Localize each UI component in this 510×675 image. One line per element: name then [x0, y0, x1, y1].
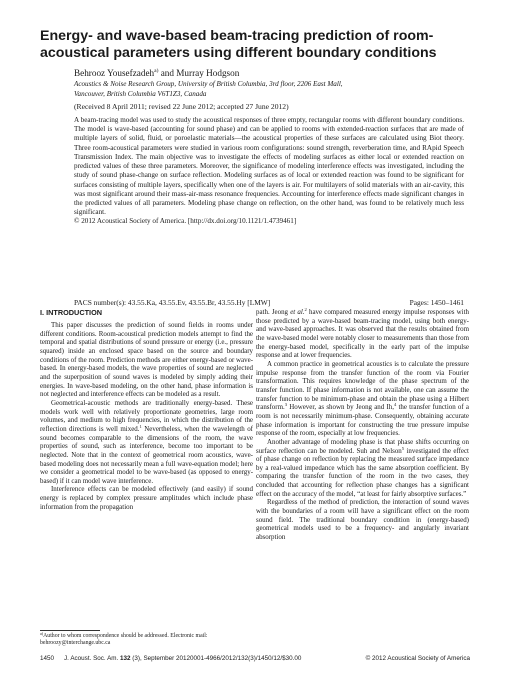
abstract: [74, 116, 464, 227]
paper-title: Energy- and wave-based beam-tracing prediction of room-acoustical parameters using different boundary conditions: [40, 28, 437, 61]
section-heading-introduction: I. INTRODUCTION: [40, 308, 103, 317]
author-footnote-marker[interactable]: a): [154, 68, 159, 74]
citation-marker-5[interactable]: 5: [401, 445, 405, 451]
affiliation-line-2: Vancouver, British Columbia V6T1Z3, Canada: [74, 89, 207, 98]
author-name-secondary: and Murray Hodgson: [158, 68, 240, 78]
author-name-primary: Behrooz Yousefzadeh: [74, 68, 155, 78]
intro-paragraph-3: Interference effects can be modeled effectively (and easily) if sound energy is replaced by complex pressure amplitudes which include phase information from the propagation: [40, 485, 253, 511]
citation-marker-4[interactable]: 4: [393, 402, 397, 408]
author-line: [74, 68, 239, 79]
right-paragraph-4: Regardless of the method of prediction, the interaction of sound waves with the boundaries of a room will have a significant effect on the room sound field. The traditional boundary condition in (energy-based) geometrical models used to be a frequency- and angularly invariant absorption: [256, 498, 469, 542]
journal-name: J. Acoust. Soc. Am.: [64, 655, 119, 662]
footnote-marker: a): [40, 631, 44, 636]
right-paragraph-3-text-b: investigated the effect of phase change on reflection by replacing the measured surface impedance by a real-valued impedance which has the same absorption coefficient. By comparing the transfer function of the room in the two cases, they concluded that accounting for reflection phase changes has a significant effect on the accuracy of the model, “at least for fairly absorptive surfaces.”: [256, 446, 469, 498]
footnote-divider: [40, 630, 100, 631]
right-paragraph-2-text-b: However, as shown by Jeong and Ih,: [287, 403, 394, 412]
pacs-line: [74, 298, 464, 307]
received-dates: (Received 8 April 2011; revised 22 June 2012; accepted 27 June 2012): [74, 102, 289, 111]
right-paragraph-2: [256, 360, 469, 438]
right-paragraph-3-text-a: Another advantage of modeling phase is that phase shifts occurring on surface reflection can be modeled. Suh and Nelson: [256, 437, 469, 455]
right-paragraph-2-text-c: the transfer function of a room is not necessarily minimum-phase. Consequently, obtaining accurate phase information is important for constructing the true pressure impulse response of the room, especially at low frequencies.: [256, 403, 469, 438]
footer-citation: [40, 655, 190, 663]
citation-marker-1[interactable]: 1: [139, 423, 142, 429]
intro-paragraph-2: [40, 399, 253, 486]
et-al-italic: et al.: [290, 308, 305, 316]
page-number: 1450: [40, 655, 55, 662]
right-paragraph-1-text-b: have compared measured energy impulse responses with those predicted by a wave-based beam-tracing model, using both energy- and wave-based approaches. It was observed that the results obtained from the wave-based model were notably closer to measurements than those from the energy-based model, specifically in the early part of the impulse response and at lower frequencies.: [256, 308, 470, 360]
affiliation-line-1: Acoustics & Noise Research Group, University of British Columbia, 3rd floor, 2206 East Mall,: [74, 80, 343, 88]
journal-issue: (3), September 2012: [132, 655, 191, 662]
right-paragraph-3: [256, 438, 469, 499]
footer-copyright: © 2012 Acoustical Society of America: [365, 655, 470, 662]
right-paragraph-2-text-a: A common practice in geometrical acoustics is to calculate the pressure impulse response from the transfer function of the room via Fourier transformation. This requires knowledge of the phase spectrum of the transfer function. If phase information is not available, one can assume the transfer function to be minimum-phase and obtain the phase using a Hilbert transform.: [256, 359, 469, 412]
footnote: [40, 633, 253, 647]
citation-marker-2[interactable]: 2: [304, 307, 307, 312]
citation-marker-3[interactable]: 3: [284, 402, 288, 408]
right-paragraph-1: [256, 308, 469, 360]
intro-paragraph-2-text-a: Geometrical-acoustic methods are traditionally energy-based. These models work well with relatively proportionate geometries, large room volumes, and medium to high frequencies, in which the distribution of the reflection directions is well mixed.: [40, 398, 253, 433]
footer-code: 0001-4966/2012/132(3)/1450/12/$30.00: [190, 655, 302, 662]
page-range: Pages: 1450–1461: [409, 298, 464, 307]
right-paragraph-1-text-a: path. Jeong: [256, 308, 291, 316]
footnote-text: Author to whom correspondence should be addressed. Electronic mail: behroozy@interchange.ubc.ca: [40, 633, 208, 647]
right-column: [256, 308, 469, 542]
intro-paragraph-2-text-b: Nevertheless, when the wavelength of sound becomes comparable to the dimensions of the room, the wave properties of sound, such as interference, become too important to be neglected. Note that in the context of geometrical room acoustics, wave-based modeling does not necessarily mean a full wave-equation model; here we consider a geometrical model to be wave-based (as opposed to energy-based) if it can model wave interference.: [40, 424, 253, 485]
pacs-numbers: PACS number(s): 43.55.Ka, 43.55.Ev, 43.55.Br, 43.55.Hy [LMW]: [74, 298, 271, 307]
left-column: [40, 308, 253, 511]
abstract-copyright-doi: © 2012 Acoustical Society of America. [http://dx.doi.org/10.1121/1.4739461]: [74, 217, 297, 226]
affiliation: [74, 80, 474, 99]
intro-paragraph-1: This paper discusses the prediction of sound fields in rooms under different conditions. Room-acoustical prediction models attempt to find the temporal and spatial distributions of sound pressure or energy (i.e., pressure squared) inside an enclosed space based on the source and boundary conditions of the room. Prediction methods are either energy-based or wave-based. In energy-based models, the wave properties of sound are neglected and the superposition of sound waves is modeled by simply adding their energies. In wave-based modeling, on the other hand, phase information is not neglected and interference effects can be modeled as a result.: [40, 321, 253, 399]
abstract-text: A beam-tracing model was used to study the acoustical responses of three empty, rectangular rooms with different boundary conditions. The model is wave-based (accounting for sound phase) and can be applied to rooms with extended-reaction surfaces that are made of multiple layers of solid, fluid, or poroelastic materials—the acoustical properties of these surfaces are calculated using Biot theory. Three room-acoustical parameters were studied in various room configurations: sound strength, reverberation time, and RApid Speech Transmission Index. The main objective was to investigate the effects of modeling surfaces as either local or extended reaction on predicted values of these three parameters. Moreover, the significance of modeling interference effects was investigated, including the study of sound phase-change on surface reflection. Modeling surfaces as of local or extended reaction was found to be significant for surfaces consisting of multiple layers, specifically when one of the layers is air. For multilayers of solid materials with an air-cavity, this was most significant around their mass-air-mass resonance frequencies. Accounting for interference effects made significant changes in the predicted values of all parameters. Modeling phase change on reflection, on the other hand, was found to be relatively much less significant.: [74, 116, 464, 217]
journal-volume: 132: [120, 655, 131, 662]
